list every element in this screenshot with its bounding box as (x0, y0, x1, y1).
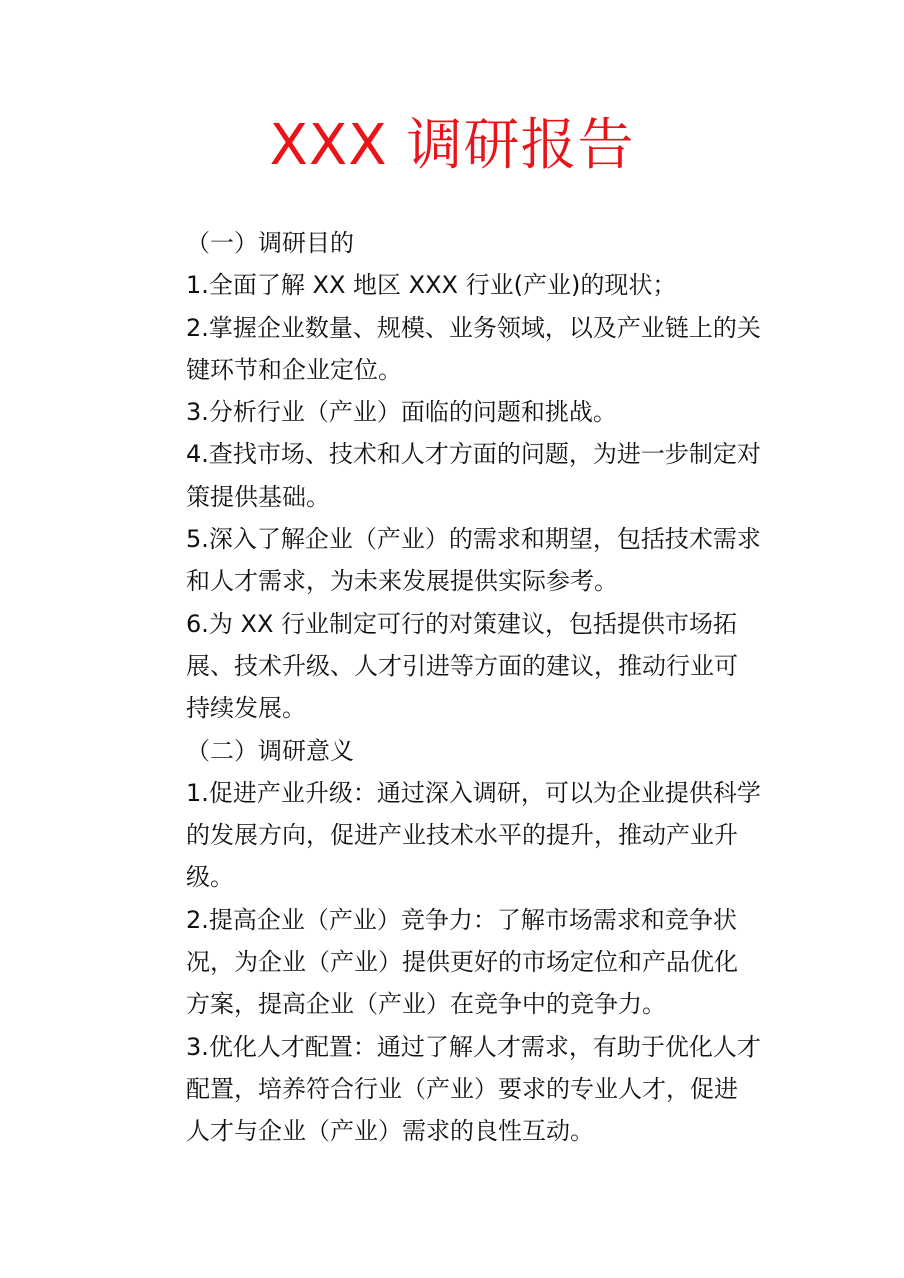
text-line: 4.查找市场、技术和人才方面的问题，为进一步制定对 (186, 440, 761, 469)
text-line: 5.深入了解企业（产业）的需求和期望，包括技术需求 (186, 525, 761, 554)
paragraph-purpose-3 (186, 391, 776, 433)
text-line: 1.全面了解 XX 地区 XXX 行业(产业)的现状； (186, 271, 677, 300)
text-line: 2.掌握企业数量、规模、业务领域，以及产业链上的关 (186, 313, 761, 342)
text-line: 3.分析行业（产业）面临的问题和挑战。 (186, 398, 617, 427)
text-line: 级。 (186, 863, 234, 892)
text-line: 人才与企业（产业）需求的良性互动。 (186, 1117, 594, 1146)
text-line: 况，为企业（产业）提供更好的市场定位和产品优化 (186, 948, 738, 977)
text-line: 持续发展。 (186, 694, 306, 723)
text-line: 3.优化人才配置：通过了解人才需求，有助于优化人才 (186, 1032, 761, 1061)
text-line: 的发展方向，促进产业技术水平的提升，推动产业升 (186, 821, 738, 850)
text-line: 6.为 XX 行业制定可行的对策建议，包括提供市场拓 (186, 609, 738, 638)
text-line: 配置，培养符合行业（产业）要求的专业人才，促进 (186, 1074, 738, 1103)
text-line: 方案，提高企业（产业）在竞争中的竞争力。 (186, 990, 666, 1019)
paragraph-purpose-1 (186, 264, 776, 306)
text-line: 展、技术升级、人才引进等方面的建议，推动行业可 (186, 651, 738, 680)
paragraph-purpose-5 (186, 518, 776, 603)
section-heading-purpose: （一）调研目的 (186, 229, 354, 257)
section-heading-significance: （二）调研意义 (186, 736, 354, 765)
text-line: 键环节和企业定位。 (186, 355, 402, 384)
document-title: XXX 调研报告 (269, 113, 635, 178)
paragraph-significance-1 (186, 772, 776, 899)
text-line: 1.促进产业升级：通过深入调研，可以为企业提供科学 (186, 778, 761, 807)
text-line: 和人才需求，为未来发展提供实际参考。 (186, 567, 618, 596)
paragraph-purpose-4 (186, 433, 776, 518)
paragraph-purpose-2 (186, 307, 776, 392)
paragraph-purpose-6 (186, 603, 776, 730)
paragraph-significance-3 (186, 1026, 776, 1153)
text-line: 策提供基础。 (186, 482, 330, 511)
document-body (186, 222, 776, 1153)
paragraph-significance-2 (186, 899, 776, 1026)
text-line: 2.提高企业（产业）竞争力：了解市场需求和竞争状 (186, 905, 737, 934)
